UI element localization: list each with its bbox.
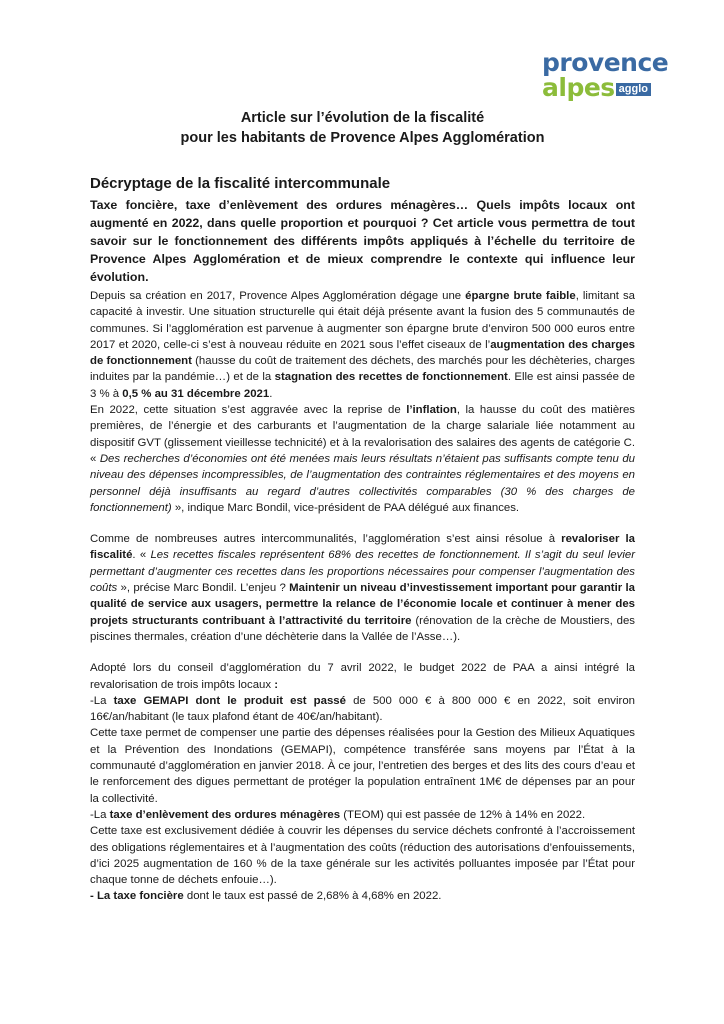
document-page — [90, 108, 635, 905]
lead-paragraph: Taxe foncière, taxe d’enlèvement des ordures ménagères… Quels impôts locaux ont augmenté en 2022, dans quelle proportion et pourquoi ? Cet article vous permettra de tout savoir sur le fonctionnement des différents impôts appliqués à l’échelle du territoire de Provence Alpes Agglomération et de mieux comprendre le contexte qui influence leur évolution. — [90, 198, 635, 284]
paragraph-revalorisation: Comme de nombreuses autres intercommunalités, l’agglomération s’est ainsi résolue à revaloriser la fiscalité. « Les recettes fiscales représentent 68% des recettes de fonctionnement. Il s’agit du seul levier permettant d’augmenter ces recettes dans les proportions nécessaires pour compenser l’augmentation des coûts », précise Marc Bondil. L’enjeu ? Maintenir un niveau d’investissement important pour garantir la qualité de service aux usagers, permettre la relance de l’économie locale et continuer à mener des projets structurants contribuant à l’attractivité du territoire (rénovation de la crèche de Moustiers, des piscines thermales, création d’une déchèterie dans la Vallée de l’Asse…). — [90, 533, 635, 643]
document-title — [90, 108, 635, 148]
title-line-2: pour les habitants de Provence Alpes Agglomération — [180, 130, 545, 146]
provence-alpes-agglo-logo — [542, 50, 682, 100]
section-title: Décryptage de la fiscalité intercommunale — [90, 175, 391, 192]
item-taxe-fonciere: - La taxe foncière dont le taux est passé de 2,68% à 4,68% en 2022. — [90, 890, 442, 903]
logo-badge-agglo: agglo — [616, 83, 651, 96]
paragraph-teom-detail: Cette taxe est exclusivement dédiée à couvrir les dépenses du service déchets confronté à l’accroissement des obligations réglementaires et à l’augmentation des coûts (réduction des autorisations d’enfouissements, d’ici 2025 augmentation de 160 % de la taxe générale sur les activités polluantes imposée par l’État pour chaque tonne de déchets enfouie…). — [90, 825, 635, 887]
paragraph-budget: Adopté lors du conseil d’agglomération du 7 avril 2022, le budget 2022 de PAA a ainsi intégré la revalorisation de trois impôts locaux : — [90, 662, 635, 691]
item-teom: -La taxe d’enlèvement des ordures ménagères (TEOM) qui est passée de 12% à 14% en 2022. — [90, 808, 586, 821]
paragraph-epargne: Depuis sa création en 2017, Provence Alpes Agglomération dégage une épargne brute faible, limitant sa capacité à investir. Une situation structurelle qui était déjà présente avant la fusion des 5 communautés de communes. Si l’agglomération est parvenue à augmenter son épargne brute d’environ 500 000 euros entre 2017 et 2020, celle-ci s’est à nouveau réduite en 2021 sous l’effet ciseaux de l’augmentation des charges de fonctionnement (hausse du coût de traitement des déchets, des marchés pour les déchèteries, charges induites par la pandémie…) et de la stagnation des recettes de fonctionnement. Elle est ainsi passée de 3 % à 0,5 % au 31 décembre 2021. — [90, 290, 636, 400]
item-gemapi: -La taxe GEMAPI dont le produit est passé de 500 000 € à 800 000 € en 2022, soit environ 16€/an/habitant (le taux plafond étant de 40€/an/habitant). — [90, 694, 635, 724]
paragraph-gemapi-detail: Cette taxe permet de compenser une partie des dépenses réalisées pour la Gestion des Milieux Aquatiques et la Prévention des Inondations (GEMAPI), compétence transférée sans moyens par l’État à la communauté d’agglomération en janvier 2018. À ce jour, l’entretien des berges et des lits des cours d’eau et le renforcement des digues permettant de protéger la population entraînent 1M€ de dépenses par an pour la collectivité. — [90, 727, 635, 805]
logo-line-alpes: alpes — [542, 73, 615, 102]
logo-line-provence: provence — [542, 48, 669, 77]
paragraph-inflation: En 2022, cette situation s’est aggravée avec la reprise de l’inflation, la hausse du coût des matières premières, de l’énergie et des carburants et l’augmentation de la charge salariale liée notamment au dispositif GVT (glissement vieillesse technicité) et à la revalorisation des salaires des agents de catégorie C. « Des recherches d’économies ont été menées mais leurs résultats n’étaient pas suffisants compte tenu du niveau des dépenses incompressibles, de l’augmentation des contraintes réglementaires et des moyens en personnel déjà insuffisants au regard d’autres collectivités comparables (30 % des charges de fonctionnement) », indique Marc Bondil, vice-président de PAA délégué aux finances. — [90, 404, 635, 514]
title-line-1: Article sur l’évolution de la fiscalité — [240, 110, 485, 126]
